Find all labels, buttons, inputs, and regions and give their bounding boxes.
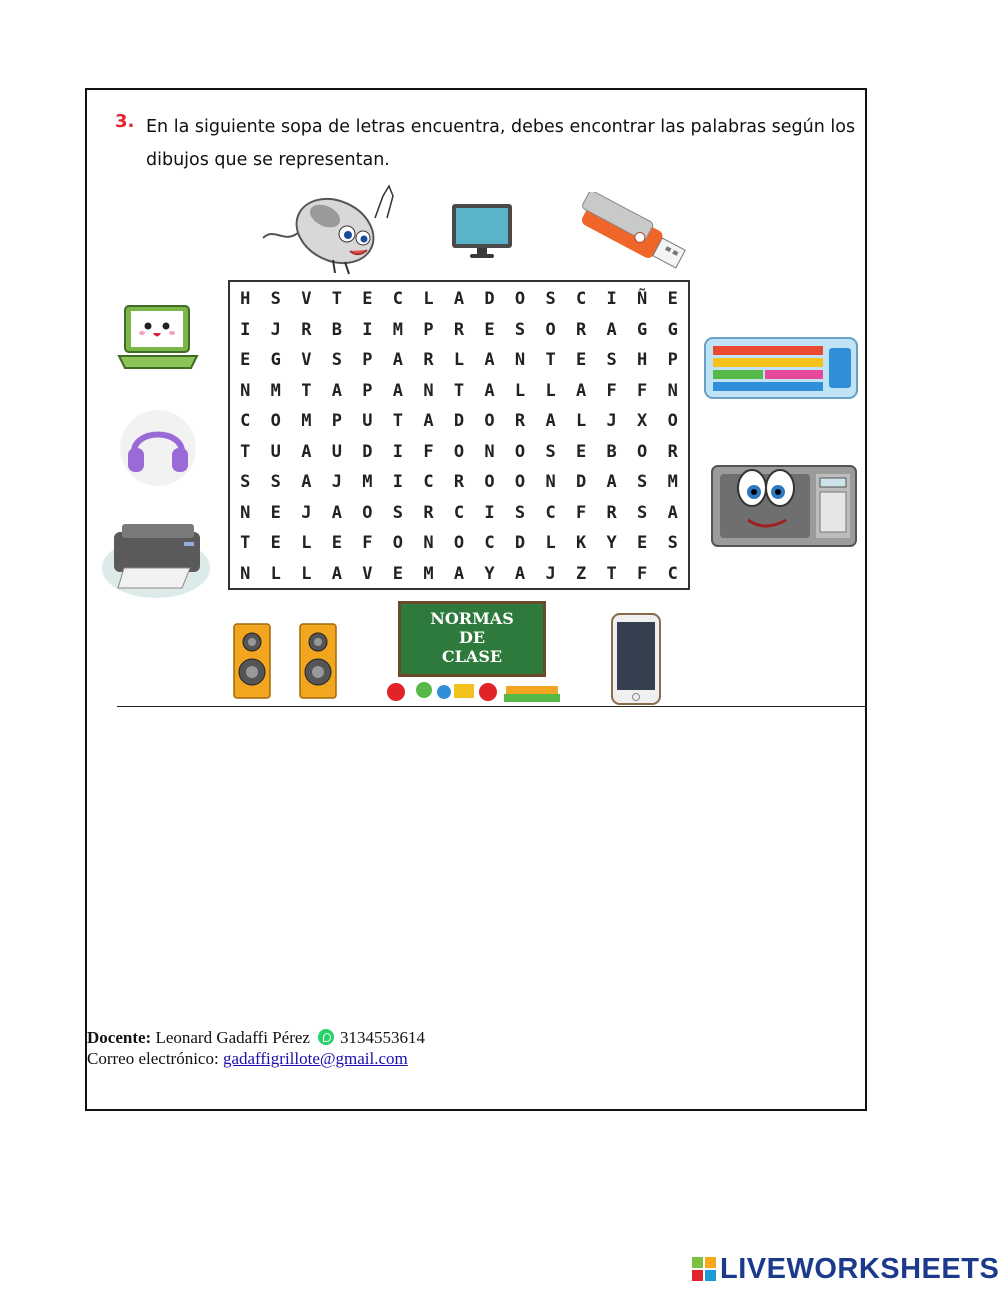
word-search-cell[interactable]: B (331, 319, 342, 340)
word-search-cell[interactable]: P (362, 350, 373, 371)
word-search-cell[interactable]: A (301, 472, 312, 493)
word-search-cell[interactable]: O (362, 502, 373, 523)
word-search-cell[interactable]: Ñ (637, 289, 648, 310)
question-number: 3. (115, 111, 135, 132)
word-search-cell[interactable]: R (301, 319, 312, 340)
chalkboard-line-2: DE (458, 628, 486, 647)
word-search-cell[interactable]: M (270, 380, 281, 401)
word-search-cell[interactable]: N (423, 533, 434, 554)
word-search-cell[interactable]: N (240, 380, 251, 401)
word-search-cell[interactable]: E (392, 563, 404, 584)
word-search-cell[interactable]: D (453, 411, 465, 432)
email-line (87, 1048, 425, 1069)
word-search-cell[interactable]: M (301, 411, 312, 432)
word-search-cell[interactable]: L (301, 563, 312, 584)
teacher-label: Docente: (87, 1028, 152, 1047)
word-search-cell[interactable]: T (240, 533, 251, 554)
word-search-cell[interactable]: R (514, 411, 526, 432)
word-search-cell[interactable]: A (331, 380, 342, 401)
word-search-cell[interactable]: J (606, 411, 617, 432)
word-search-cell[interactable]: V (301, 289, 312, 310)
word-search-cell[interactable]: R (606, 502, 617, 523)
word-search-cell[interactable]: I (392, 441, 404, 462)
word-search-cell[interactable]: I (484, 502, 495, 523)
word-search-cell[interactable]: I (362, 319, 373, 340)
word-search-cell[interactable]: A (667, 502, 678, 523)
word-search-cell[interactable]: P (667, 350, 678, 371)
printer-icon (100, 512, 212, 598)
word-search-cell[interactable]: T (240, 441, 251, 462)
word-search-cell[interactable]: A (331, 563, 342, 584)
word-search-cell[interactable]: E (270, 502, 281, 523)
word-search-cell[interactable]: K (575, 533, 587, 554)
word-search-cell[interactable]: C (545, 502, 556, 523)
word-search-cell[interactable]: U (362, 411, 373, 432)
word-search-cell[interactable]: X (637, 411, 648, 432)
word-search-cell[interactable]: L (514, 380, 526, 401)
chalkboard-line-3: CLASE (441, 647, 503, 666)
word-search-cell[interactable]: S (545, 289, 556, 310)
word-search-cell[interactable]: F (637, 563, 648, 584)
word-search-cell[interactable]: A (331, 502, 342, 523)
word-search-cell[interactable]: F (637, 380, 648, 401)
email-link[interactable]: gadaffigrillote@gmail.com (222, 1049, 408, 1068)
chalkboard-line-1: NORMAS (430, 609, 514, 628)
word-search-cell[interactable]: L (423, 289, 434, 310)
word-search-row (230, 315, 688, 346)
school-supplies-icon (384, 662, 564, 704)
word-search-cell[interactable]: N (240, 502, 251, 523)
word-search-cell[interactable]: L (301, 533, 312, 554)
word-search-cell[interactable]: O (545, 319, 556, 340)
whatsapp-icon (318, 1029, 334, 1045)
word-search-cell[interactable]: R (453, 319, 465, 340)
word-search-cell[interactable]: E (667, 289, 678, 310)
microwave-icon (710, 458, 860, 554)
word-search-cell[interactable]: A (484, 380, 495, 401)
word-search-cell[interactable]: N (545, 472, 556, 493)
word-search-cell[interactable]: J (545, 563, 556, 584)
word-search-cell[interactable]: O (484, 411, 495, 432)
word-search-cell[interactable]: F (575, 502, 587, 523)
teacher-line (87, 1027, 425, 1048)
word-search-cell[interactable]: S (514, 319, 526, 340)
word-search-cell[interactable]: E (240, 350, 251, 371)
word-search-cell[interactable]: S (392, 502, 404, 523)
word-search-cell[interactable]: H (637, 350, 648, 371)
word-search-cell[interactable]: L (575, 411, 587, 432)
word-search-row (230, 498, 688, 529)
word-search-cell[interactable]: T (545, 350, 556, 371)
word-search-cell[interactable]: J (331, 472, 342, 493)
word-search-cell[interactable]: J (270, 319, 281, 340)
word-search-cell[interactable]: L (453, 350, 465, 371)
word-search-cell[interactable]: M (667, 472, 678, 493)
word-search-cell[interactable]: O (392, 533, 404, 554)
word-search-cell[interactable]: A (484, 350, 495, 371)
word-search-cell[interactable]: S (637, 502, 648, 523)
word-search-cell[interactable]: T (453, 380, 465, 401)
word-search-cell[interactable]: O (270, 411, 281, 432)
word-search-cell[interactable]: D (514, 533, 526, 554)
word-search-cell[interactable]: P (331, 411, 342, 432)
word-search-cell[interactable]: C (575, 289, 587, 310)
word-search-table (230, 284, 688, 589)
word-search-cell[interactable]: B (606, 441, 617, 462)
word-search-cell[interactable]: Y (606, 533, 617, 554)
word-search-cell[interactable]: D (362, 441, 373, 462)
word-search-cell[interactable]: L (545, 533, 556, 554)
word-search-cell[interactable]: P (362, 380, 373, 401)
word-search-cell[interactable]: G (637, 319, 648, 340)
liveworksheets-logo-icon (692, 1257, 716, 1281)
word-search-row (230, 559, 688, 590)
word-search-cell[interactable]: M (423, 563, 434, 584)
word-search-cell[interactable]: L (545, 380, 556, 401)
word-search-row (230, 345, 688, 376)
word-search-cell[interactable]: S (606, 350, 617, 371)
word-search-cell[interactable]: F (362, 533, 373, 554)
word-search-cell[interactable]: M (362, 472, 373, 493)
word-search-cell[interactable]: N (514, 350, 526, 371)
word-search-cell[interactable]: S (331, 350, 342, 371)
word-search-cell[interactable]: I (240, 319, 251, 340)
word-search-cell[interactable]: O (453, 533, 465, 554)
word-search-cell[interactable]: L (270, 563, 281, 584)
section-divider (117, 706, 867, 707)
word-search-cell[interactable]: E (637, 533, 648, 554)
word-search-cell[interactable]: C (453, 502, 465, 523)
word-search-cell[interactable]: O (667, 411, 678, 432)
word-search-cell[interactable]: C (240, 411, 251, 432)
word-search-cell[interactable]: R (667, 441, 678, 462)
word-search-cell[interactable]: G (270, 350, 281, 371)
word-search-cell[interactable]: G (667, 319, 678, 340)
word-search-grid (228, 280, 690, 590)
word-search-cell[interactable]: T (606, 563, 617, 584)
word-search-cell[interactable]: S (270, 289, 281, 310)
word-search-cell[interactable]: A (453, 289, 465, 310)
word-search-cell[interactable]: C (667, 563, 678, 584)
word-search-cell[interactable]: J (301, 502, 312, 523)
word-search-cell[interactable]: C (423, 472, 434, 493)
word-search-cell[interactable]: A (575, 380, 587, 401)
laptop-icon (115, 300, 201, 374)
word-search-cell[interactable]: A (545, 411, 556, 432)
word-search-cell[interactable]: E (575, 350, 587, 371)
word-search-cell[interactable]: I (606, 289, 617, 310)
mouse-icon (255, 176, 405, 276)
word-search-cell[interactable]: O (514, 289, 526, 310)
word-search-cell[interactable]: N (240, 563, 251, 584)
word-search-cell[interactable]: M (392, 319, 404, 340)
email-label: Correo electrónico: (87, 1049, 219, 1068)
word-search-cell[interactable]: S (637, 472, 648, 493)
word-search-cell[interactable]: N (667, 380, 678, 401)
brand-name: LIVEWORKSHEETS (720, 1252, 1000, 1285)
smartphone-icon (610, 612, 662, 706)
word-search-cell[interactable]: O (637, 441, 648, 462)
speakers-icon (222, 610, 352, 702)
word-search-row (230, 284, 688, 315)
word-search-cell[interactable]: E (331, 533, 342, 554)
question-text: En la siguiente sopa de letras encuentra, debes encontrar las palabras según los dibujos que se representan. (146, 117, 856, 170)
word-search-cell[interactable]: E (270, 533, 281, 554)
monitor-icon (450, 202, 514, 260)
word-search-row (230, 467, 688, 498)
word-search-cell[interactable]: C (392, 289, 404, 310)
word-search-cell[interactable]: A (392, 350, 404, 371)
word-search-cell[interactable]: Y (484, 563, 495, 584)
word-search-cell[interactable]: U (270, 441, 281, 462)
word-search-cell[interactable]: O (514, 441, 526, 462)
word-search-cell[interactable]: R (453, 472, 465, 493)
word-search-cell[interactable]: Z (575, 563, 587, 584)
word-search-cell[interactable]: N (484, 441, 495, 462)
word-search-cell[interactable]: S (270, 472, 281, 493)
usb-drive-icon (570, 192, 700, 280)
word-search-cell[interactable]: R (423, 350, 434, 371)
word-search-cell[interactable]: C (484, 533, 495, 554)
word-search-cell[interactable]: A (606, 472, 617, 493)
word-search-cell[interactable]: T (301, 380, 312, 401)
word-search-cell[interactable]: D (575, 472, 587, 493)
teacher-footer (87, 1027, 425, 1069)
word-search-cell[interactable]: V (362, 563, 373, 584)
word-search-cell[interactable]: O (453, 441, 465, 462)
word-search-cell[interactable]: F (606, 380, 617, 401)
word-search-cell[interactable]: H (240, 289, 251, 310)
word-search-cell[interactable]: R (575, 319, 587, 340)
word-search-row (230, 437, 688, 468)
word-search-cell[interactable]: A (453, 563, 465, 584)
headphones-icon (118, 408, 198, 488)
word-search-cell[interactable]: N (423, 380, 434, 401)
word-search-cell[interactable]: E (362, 289, 373, 310)
word-search-cell[interactable]: S (514, 502, 526, 523)
word-search-cell[interactable]: P (423, 319, 434, 340)
word-search-cell[interactable]: A (423, 411, 434, 432)
word-search-cell[interactable]: R (423, 502, 434, 523)
word-search-cell[interactable]: U (331, 441, 342, 462)
word-search-cell[interactable]: E (575, 441, 587, 462)
word-search-cell[interactable]: F (423, 441, 434, 462)
word-search-cell[interactable]: A (392, 380, 404, 401)
word-search-cell[interactable]: A (301, 441, 312, 462)
word-search-row (230, 528, 688, 559)
word-search-cell[interactable]: E (484, 319, 495, 340)
word-search-cell[interactable]: T (392, 411, 404, 432)
word-search-cell[interactable]: D (484, 289, 495, 310)
word-search-row (230, 376, 688, 407)
word-search-cell[interactable]: T (331, 289, 342, 310)
word-search-cell[interactable]: S (545, 441, 556, 462)
word-search-cell[interactable]: O (484, 472, 495, 493)
keyboard-icon (703, 334, 859, 404)
teacher-phone: 3134553614 (339, 1028, 425, 1047)
word-search-cell[interactable]: S (667, 533, 678, 554)
word-search-row (230, 406, 688, 437)
word-search-cell[interactable]: A (606, 319, 617, 340)
word-search-cell[interactable]: O (514, 472, 526, 493)
word-search-cell[interactable]: I (392, 472, 404, 493)
word-search-cell[interactable]: A (514, 563, 526, 584)
teacher-name: Leonard Gadaffi Pérez (155, 1028, 310, 1047)
word-search-cell[interactable]: S (240, 472, 251, 493)
word-search-cell[interactable]: V (301, 350, 312, 371)
liveworksheets-logo (692, 1254, 999, 1284)
